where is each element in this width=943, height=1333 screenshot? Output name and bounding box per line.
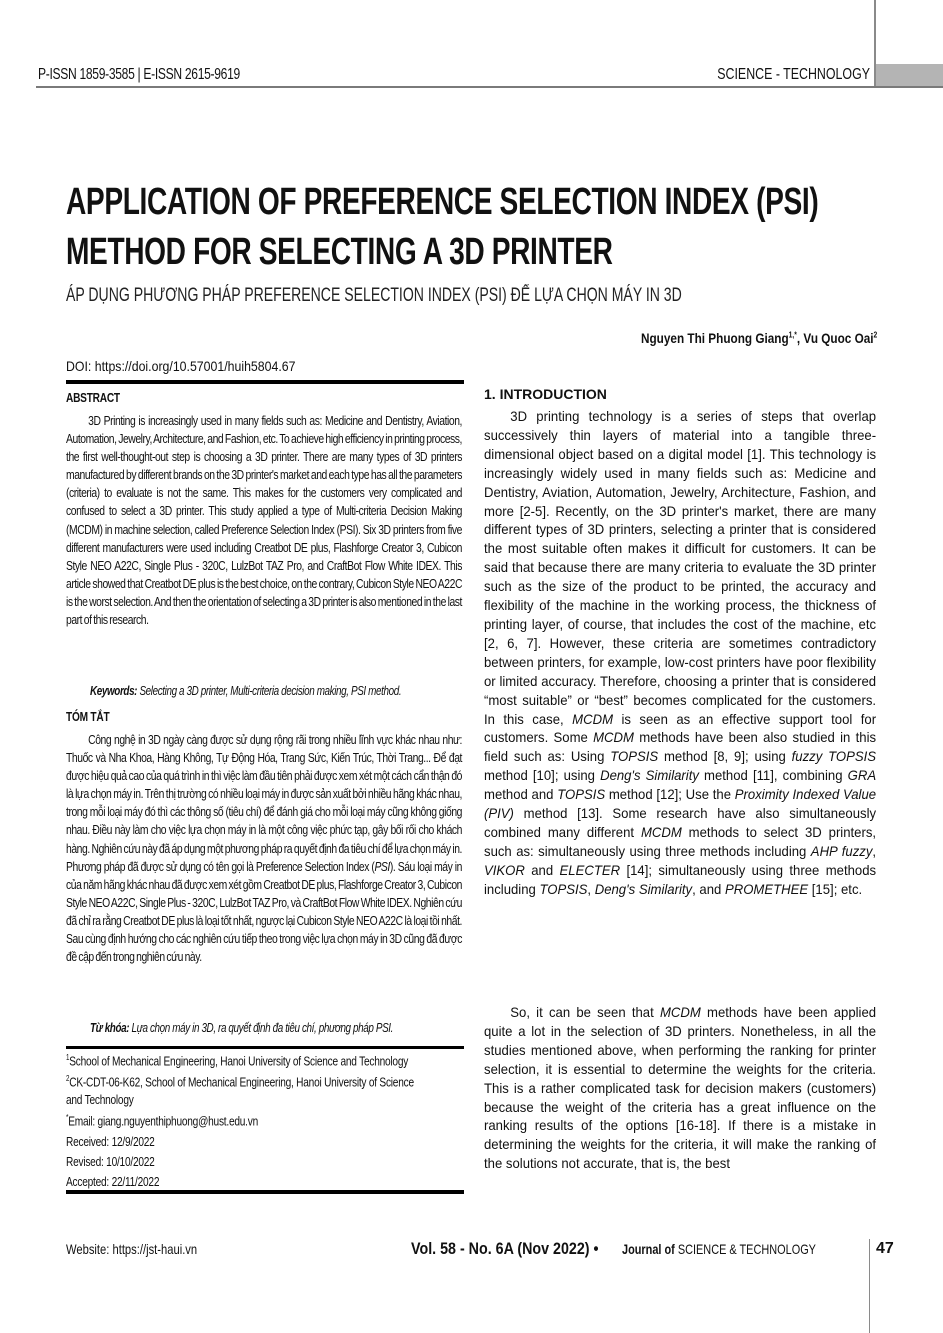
footer-vertical-rule: [869, 1239, 870, 1333]
text-run: ,: [587, 880, 595, 897]
footer-journal: [622, 1241, 816, 1257]
page-number: 47: [876, 1240, 894, 1257]
italic-term: GRA: [847, 767, 877, 784]
accepted-date: Accepted: 22/11/2022: [66, 1174, 160, 1189]
affiliation-1-text: School of Mechanical Engineering, Hanoi University of Science and Technology: [69, 1053, 409, 1069]
tomtat-keywords-label: Từ khóa:: [90, 1020, 130, 1035]
journal-of-label: Journal of: [622, 1241, 675, 1257]
tomtat-text-part-2: ). Sáu loại máy in của năm hãng khác nhau đã được xem xét gồm Creatbot DE plus, Flashforge Creator 3, Cubicon Style NEO A22C, Single Plus - 320C, LulzBot TAZ Pro, và CraftBot Flow White IDEX. Nghiên cứu đã chỉ ra rằng Creatbot DE plus là loại tốt nhất, ngược lại Cubicon Style NEO A22C là loại tồi nhất. Sau cùng định hướng cho các nghiên cứu tiếp theo trong việc lựa chọn máy in 3D cũng đã được đề cập đến trong nghiên cứu này.: [66, 858, 462, 965]
introduction-paragraph-2: [484, 1003, 876, 1173]
affiliation-2: [66, 1074, 414, 1089]
text-run: methods to select 3D printers, such as: simultaneously using three methods including: [484, 823, 877, 859]
affiliation-2-continued: and Technology: [66, 1092, 134, 1107]
text-run: method [13]. Some research have also simultaneously combined many different: [484, 805, 877, 840]
tomtat-text-part-1: Công nghệ in 3D ngày càng được sử dụng rộng rãi trong nhiều lĩnh vực khác nhau như: Thuốc và Nha Khoa, Hàng Không, Tự Động Hóa, Trang Sức, Kiến Trúc, Thời Trang... Để đạt được hiệu quả cao của quá trình in thì việc làm đầu tiên phải được xem xét một cách cẩn thận đó là lựa chọn máy in. Trên thị trường có nhiều loại máy in được sản xuất bởi nhiều hãng khác nhau, trong mỗi loại máy đó thì các thông số (tiêu chí) để đánh giá cho mỗi loại máy cũng không giống nhau. Điều này làm cho việc lựa chọn máy in là một công việc phức tạp, gây bối rối cho khách hàng. Nghiên cứu này đã áp dụng một phương pháp ra quyết định đa tiêu chí để lựa chọn máy in. Phương pháp đã được sử dụng có tên gọi là Preference Selection Index (: [66, 732, 463, 874]
email-text[interactable]: Email: giang.nguyenthiphuong@hust.edu.vn: [68, 1113, 259, 1129]
affiliation-2-text: CK-CDT-06-K62, School of Mechanical Engineering, Hanoi University of Science: [69, 1074, 414, 1090]
italic-term: ELECTER: [559, 861, 621, 878]
title-line-1: APPLICATION OF PREFERENCE SELECTION INDEX (PSI): [66, 181, 819, 223]
section-label: SCIENCE - TECHNOLOGY: [717, 66, 870, 83]
tomtat-body: [66, 731, 462, 966]
introduction-heading: 1. INTRODUCTION: [484, 386, 607, 402]
italic-term: Deng's Similarity: [594, 880, 693, 897]
italic-term: PROMETHEE: [724, 880, 809, 897]
header-gray-tab: [876, 64, 943, 86]
text-run: method [11], combining: [698, 767, 848, 784]
affiliation-rule-bottom: [66, 1190, 464, 1194]
doi-link[interactable]: DOI: https://doi.org/10.57001/huih5804.67: [66, 358, 296, 374]
author-1-affiliation-mark: 1,*: [788, 330, 797, 340]
affiliation-2-mark: 2: [66, 1074, 70, 1083]
affiliation-rule-top: [66, 1046, 464, 1049]
text-run: methods have been applied quite a lot in the selection of 3D printers. Nonetheless, in all the studies mentioned above, when performing the ranking for printer selection, it is essential to determine the weights for the criteria. This is a rather complicated task for decision makers (customers) because the weight of the criteria has a great influence on the ranking results of the options [16-18]. If there is a mistake in determining the weights for the criteria, it will make the ranking of the solutions not accurate, that is, the best: [484, 1004, 877, 1172]
article-subtitle-vietnamese: ÁP DỤNG PHƯƠNG PHÁP PREFERENCE SELECTION INDEX (PSI) ĐỂ LỰA CHỌN MÁY IN 3D: [66, 285, 682, 306]
text-run: 3D printing technology is a series of steps that overlap successively thin layers of material into a tangible three-dimensional object based on a digital model [1]. This technology is increasingly widely used in many fields such as: Medicine and Dentistry, Aviation, Automation, Jewelry, Architecture, Fashion, and more [2-5]. Recently, on the 3D printer's market, there are many different types of 3D printers, selecting a printer that is considered the most suitable often makes it difficult for customers. It can be said that because there are many criteria to evaluate the 3D printer such as the size of the product to be printed, the accuracy and flexibility of the machine in the working process, the thickness of printing layer, of course, that includes the cost of the machine, etc [2, 6, 7]. However, these criteria are sometimes contradictory between printers, for example, low-cost printers have poor flexibility or limited accuracy. Therefore, choosing a printer that is considered “most suitable” or “best” becomes complicated for the customers. In this case,: [484, 408, 877, 727]
text-run: [14]; simultaneously using three methods including: [484, 861, 877, 897]
text-run: method [12]; Use the: [605, 786, 735, 803]
tomtat-keywords: [90, 1020, 393, 1035]
italic-term: MCDM: [572, 710, 614, 727]
text-run: ,: [872, 842, 877, 859]
footer-volume: [411, 1239, 599, 1259]
italic-term: Proximity Indexed Value (PIV): [484, 786, 877, 822]
received-date: Received: 12/9/2022: [66, 1134, 155, 1149]
article-title: [66, 177, 818, 277]
tomtat-text-italic: PSI: [374, 858, 390, 874]
text-run: So, it can be seen that: [510, 1004, 660, 1020]
bullet-icon: •: [593, 1239, 599, 1258]
author-list: [641, 330, 877, 346]
text-run: is seen as an effective support tool for customers. Some: [484, 710, 877, 746]
tomtat-heading: TÓM TẮT: [66, 709, 110, 724]
abstract-heading: ABSTRACT: [66, 390, 120, 405]
revised-date: Revised: 10/10/2022: [66, 1154, 155, 1169]
introduction-paragraph-1: [484, 407, 876, 899]
issn-label: P-ISSN 1859-3585 | E-ISSN 2615-9619: [38, 66, 240, 83]
abstract-text: 3D Printing is increasingly used in many fields such as: Medicine and Dentistry, Aviation, Automation, Jewelry, Architecture, and Fashion, etc. To achieve high efficiency in printing process, the first well-thought-out step is choosing a 3D printer. There are many types of 3D printers manufactured by different brands on the 3D printer's market and each type has all the parameters (criteria) to evaluate is not the same. This makes for the customers very complicated and confused to select a 3D printer. This study applied a type of Multi-criteria Decision Making (MCDM) in machine selection, called Preference Selection Index (PSI). Six 3D printers from five different manufacturers were used including Creatbot DE plus, Flashforge Creator 3, Cubicon Style NEO A22C, Single Plus - 320C, LulzBot TAZ Pro, and CraftBot Flow White IDEX. This article showed that Creatbot DE plus is the best choice, on the contrary, Cubicon Style NEO A22C is the worst selection. And then the orientation of selecting a 3D printer is also mentioned in the last part of this research.: [66, 413, 463, 628]
title-line-2: METHOD FOR SELECTING A 3D PRINTER: [66, 231, 613, 273]
italic-term: MCDM: [593, 729, 634, 746]
doi-rule: [66, 380, 464, 384]
text-run: , and: [692, 880, 725, 897]
tomtat-text: [66, 731, 462, 966]
italic-term: TOPSIS: [539, 880, 588, 897]
author-2-affiliation-mark: 2: [873, 330, 877, 340]
text-run: method [10]; using: [484, 767, 601, 784]
keywords-text: Selecting a 3D printer, Multi-criteria decision making, PSI method.: [137, 683, 402, 698]
journal-name: SCIENCE & TECHNOLOGY: [674, 1241, 816, 1257]
footer-website-link[interactable]: Website: https://jst-haui.vn: [66, 1241, 198, 1257]
text-run: methods have been also studied in this field such as: Using: [484, 729, 877, 765]
italic-term: fuzzy TOPSIS: [791, 748, 877, 765]
italic-term: MCDM: [659, 1004, 701, 1020]
volume-text: Vol. 58 - No. 6A (Nov 2022): [411, 1239, 590, 1258]
italic-term: MCDM: [640, 823, 682, 840]
italic-term: TOPSIS: [557, 786, 606, 803]
affiliation-1-mark: 1: [66, 1053, 70, 1062]
italic-term: AHP fuzzy: [810, 842, 873, 859]
abstract-keywords: [90, 683, 401, 698]
text-run: [15]; etc.: [808, 880, 863, 897]
italic-term: VIKOR: [484, 861, 525, 878]
header-rule: [36, 86, 943, 88]
email-mark: *: [66, 1113, 69, 1122]
introduction-paragraph-2-text: [484, 1003, 876, 1173]
introduction-paragraph-1-text: [484, 407, 876, 899]
italic-term: Deng's Similarity: [600, 767, 699, 784]
italic-term: TOPSIS: [610, 748, 659, 765]
keywords-label: Keywords:: [90, 683, 138, 698]
author-1: Nguyen Thi Phuong Giang: [640, 330, 789, 346]
affiliation-1: [66, 1053, 408, 1068]
corresponding-email: [66, 1113, 258, 1128]
author-2: Vu Quoc Oai: [803, 330, 874, 346]
text-run: method [8, 9]; using: [658, 748, 792, 765]
abstract-body: [66, 412, 462, 629]
text-run: method and: [484, 786, 558, 803]
text-run: and: [524, 861, 560, 878]
tomtat-keywords-text: Lựa chọn máy in 3D, ra quyết định đa tiêu chí, phương pháp PSI.: [129, 1020, 394, 1035]
author-separator: ,: [796, 330, 804, 346]
